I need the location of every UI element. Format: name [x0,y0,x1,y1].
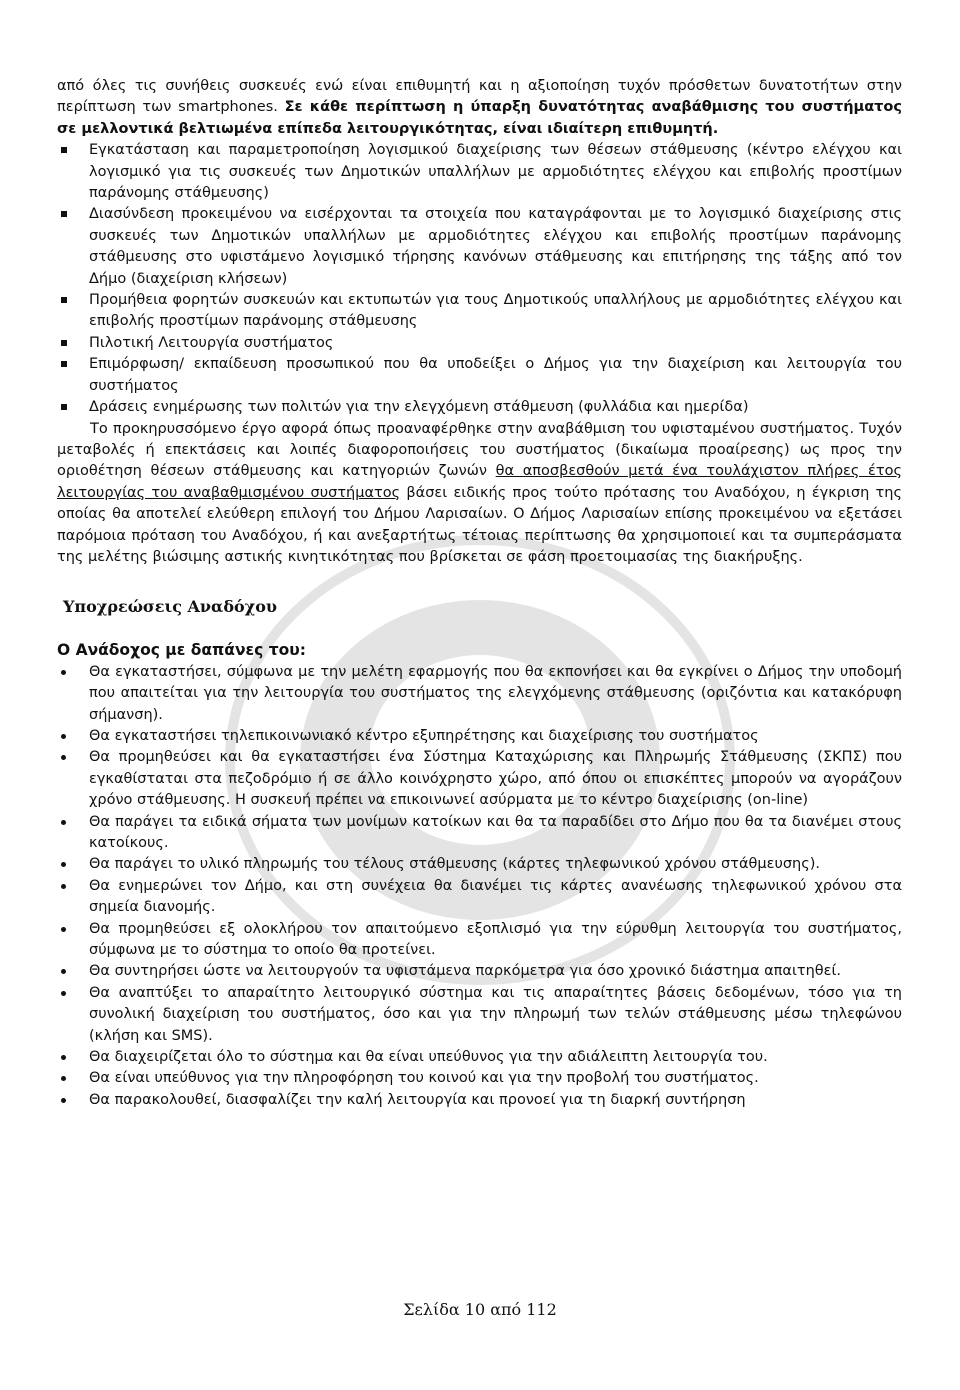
intro-bold-text: Σε κάθε περίπτωση η ύπαρξη δυνατότητας αναβάθμισης του συστήματος σε μελλοντικά βελτιωμένα επίπεδα λειτουργικότητας, είναι ιδιαίτερη επιθυμητή. [57,99,902,137]
list-item: Θα παράγει τα ειδικά σήματα των μονίμων κατοίκων και θα τα παραδίδει στο Δήμο που θα τα διανέμει στους κατοίκους. [89,812,902,855]
paragraph-text-continued: βάσει ειδικής προς τούτο πρότασης του Αναδόχου, η έγκριση της οποίας θα αποτελεί ελεύθερη επιλογή του Δήμου Λαρισαίων. Ο Δήμος Λαρισαίων επίσης προκειμένου να εξετάσει παρόμοια πρόταση του Αναδόχου, ή και ανεξαρτήτως τέτοιας περίπτωσης θα χρησιμοποιεί και τα συμπεράσματα της μελέτης βιώσιμης αστικής κινητικότητας που βρίσκεται σε φάση προετοιμασίας της διακήρυξης. [57,484,902,565]
list-item: Εγκατάσταση και παραμετροποίηση λογισμικού διαχείρισης των θέσεων στάθμευσης (κέντρο ελέγχου και λογισμικό για τις συσκευές των Δημοτικών υπαλλήλων με αρμοδιότητες ελέγχου και επιβολής προστίμων παράνομης στάθμευσης) [89,140,902,204]
list-item: Θα ενημερώνει τον Δήμο, και στη συνέχεια θα διανέμει τις κάρτες ανανέωσης τηλεφωνικού χρόνου στα σημεία διανομής. [89,876,902,919]
intro-text: από όλες τις συνήθεις συσκευές ενώ είναι επιθυμητή και η αξιοποίηση τυχόν πρόσθετων δυνατοτήτων στην περίπτωση των smartphones. [57,78,902,116]
list-item: Διασύνδεση προκειμένου να εισέρχονται τα στοιχεία που καταγράφονται με το λογισμικό διαχείρισης στις συσκευές των Δημοτικών υπαλλήλων με αρμοδιότητες ελέγχου και επιβολής προστίμων παράνομης στάθμευσης στο υφιστάμενο λογισμικό τήρησης κανόνων στάθμευσης και επιτήρησης της τάξης από τον Δήμο (διαχείριση κλήσεων) [89,204,902,290]
list-item: Θα παράγει το υλικό πληρωμής του τέλους στάθμευσης (κάρτες τηλεφωνικού χρόνου στάθμευσης). [89,854,902,875]
square-bullet-list [57,140,902,418]
document-body [57,76,902,1111]
list-item: Θα παρακολουθεί, διασφαλίζει την καλή λειτουργία και προνοεί για τη διαρκή συντήρηση [89,1090,902,1111]
intro-paragraph [57,76,902,140]
page-number-footer: Σελίδα 10 από 112 [403,1300,557,1319]
underlined-text: θα αποσβεσθούν μετά ένα τουλάχιστον πλήρες έτος λειτουργίας του αναβαθμισμένου συστήματος [57,463,902,501]
list-item: Θα εγκαταστήσει, σύμφωνα με την μελέτη εφαρμογής που θα εκπονήσει και θα εγκρίνει ο Δήμος την υποδομή που απαιτείται για την λειτουργία του συστήματος της ελεγχόμενης στάθμευσης (οριζόντια και κατακόρυφη σήμανση). [89,662,902,726]
list-item: Δράσεις ενημέρωσης των πολιτών για την ελεγχόμενη στάθμευση (φυλλάδια και ημερίδα) [89,397,902,418]
sub-heading: Ο Ανάδοχος με δαπάνες του: [57,641,306,660]
list-item: Επιμόρφωση/ εκπαίδευση προσωπικού που θα υποδείξει ο Δήμος για την διαχείριση και λειτουργία του συστήματος [89,354,902,397]
list-item: Θα είναι υπεύθυνος για την πληροφόρηση του κοινού και για την προβολή του συστήματος. [89,1068,902,1089]
list-item: Πιλοτική Λειτουργία συστήματος [89,333,902,354]
list-item: Θα αναπτύξει το απαραίτητο λειτουργικό σύστημα και τις απαραίτητες βάσεις δεδομένων, τόσο για τη συνολική διαχείριση του συστήματος, όσο και για την πληρωμή των τελών στάθμευσης μέσω τηλεφώνου (κλήση και SMS). [89,983,902,1047]
section-heading: Υποχρεώσεις Αναδόχου [63,597,277,617]
list-item: Θα προμηθεύσει και θα εγκαταστήσει ένα Σύστημα Καταχώρισης και Πληρωμής Στάθμευσης (ΣΚΠΣ) που εγκαθίσταται στα πεζοδρόμιο ή σε άλλο κοινόχρηστο χώρο, από όπου οι επισκέπτες μπορούν να αγοράζουν χρόνο στάθμευσης. Η συσκευή πρέπει να επικοινωνεί ασύρματα με το κέντρο διαχείρισης (on-line) [89,747,902,811]
list-item: Θα εγκαταστήσει τηλεπικοινωνιακό κέντρο εξυπηρέτησης και διαχείρισης του συστήματος [89,726,902,747]
list-item: Θα προμηθεύσει εξ ολοκλήρου τον απαιτούμενο εξοπλισμό για την εύρυθμη λειτουργία του συστήματος, σύμφωνα με το σύστημα το οποίο θα προτείνει. [89,919,902,962]
body-paragraph [57,419,902,569]
dot-bullet-list [57,662,902,1112]
list-item: Προμήθεια φορητών συσκευών και εκτυπωτών για τους Δημοτικούς υπαλλήλους με αρμοδιότητες ελέγχου και επιβολής προστίμων παράνομης στάθμευσης [89,290,902,333]
paragraph-text: Το προκηρυσσόμενο έργο αφορά όπως προαναφέρθηκε στην αναβάθμιση του υφισταμένου συστήματος. Τυχόν μεταβολές ή επεκτάσεις και λοιπές διαφοροποιήσεις του συστήματος (δικαίωμα προαίρεσης) ως προς την οριοθέτηση θέσεων στάθμευσης και κατηγοριών ζωνών [57,420,902,480]
list-item: Θα συντηρήσει ώστε να λειτουργούν τα υφιστάμενα παρκόμετρα για όσο χρονικό διάστημα απαιτηθεί. [89,961,902,982]
list-item: Θα διαχειρίζεται όλο το σύστημα και θα είναι υπεύθυνος για την αδιάλειπτη λειτουργία του. [89,1047,902,1068]
